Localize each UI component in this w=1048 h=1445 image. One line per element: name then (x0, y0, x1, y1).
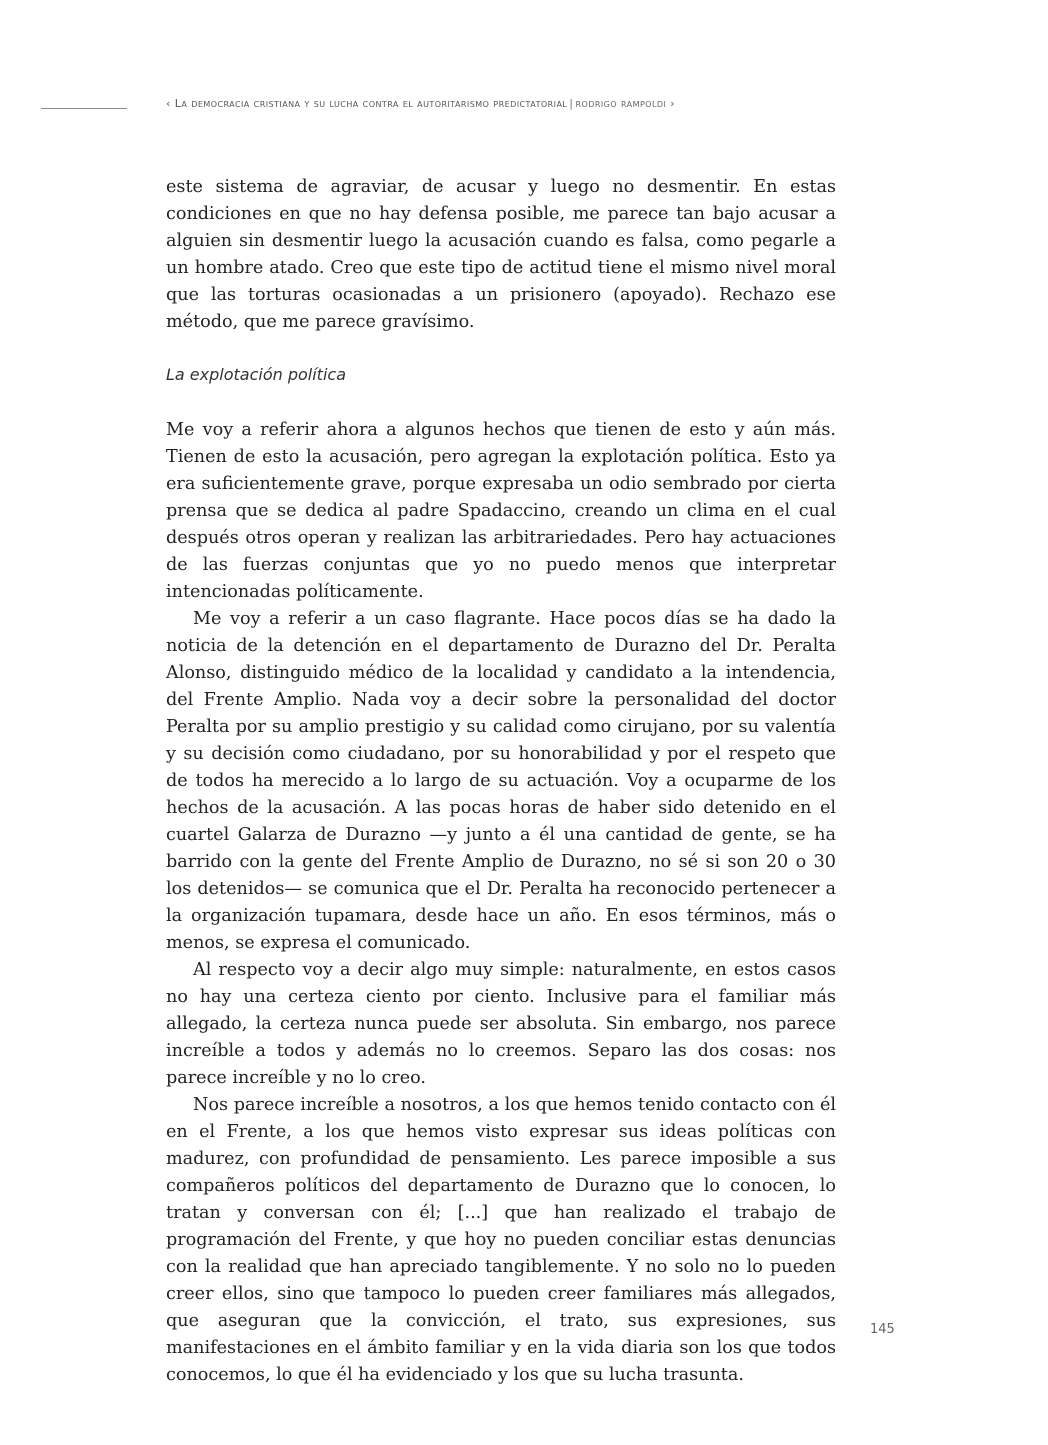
body-paragraph: Me voy a referir ahora a algunos hechos que tienen de esto y aún más. Tienen de esto la acusación, pero agregan la explotación política. Esto ya era suficientemente grave, porque expresaba un odio sembrado por cierta prensa que se dedica al padre Spadaccino, creando un clima en el cual después otros operan y realizan las arbitrariedades. Pero hay actuaciones de las fuerzas conjuntas que yo no puedo menos que interpretar intencionadas políticamente. (166, 420, 836, 602)
section-text-block (166, 417, 836, 1389)
body-paragraph: Nos parece increíble a nosotros, a los que hemos tenido contacto con él en el Frente, a los que hemos visto expresar sus ideas políticas con madurez, con profundidad de pensamiento. Les parece imposible a sus compañeros políticos del departamento de Durazno que lo conocen, lo tratan y conversan con él; [...] que han realizado el trabajo de programación del Frente, y que hoy no pueden conciliar estas denuncias con la realidad que han apreciado tangiblemente. Y no solo no lo pueden creer ellos, sino que tampoco lo pueden creer familiares más allegados, que aseguran que la convicción, el trato, sus expresiones, sus manifestaciones en el ámbito familiar y en la vida diaria son los que todos conocemos, lo que él ha evidenciado y los que su lucha trasunta. (166, 1095, 836, 1385)
opening-paragraph: este sistema de agraviar, de acusar y luego no desmentir. En estas condiciones en que no hay defensa posible, me parece tan bajo acusar a alguien sin desmentir luego la acusación cuando es falsa, como pegarle a un hombre atado. Creo que este tipo de actitud tiene el mismo nivel moral que las torturas ocasionadas a un prisionero (apoyado). Rechazo ese método, que me parece gravísimo. (166, 177, 836, 332)
running-head-author: rodrigo rampoldi › (575, 97, 676, 110)
running-head-title: ‹ La democracia cristiana y su lucha contra el autoritarismo predictatorial (166, 97, 568, 110)
running-head (166, 97, 846, 110)
opening-text-block (166, 174, 836, 336)
header-rule (41, 108, 127, 109)
section-heading: La explotación política (166, 365, 346, 384)
running-head-separator: | (569, 97, 574, 110)
page-number: 145 (870, 1322, 895, 1337)
body-paragraph: Me voy a referir a un caso flagrante. Hace pocos días se ha dado la noticia de la detención en el departamento de Durazno del Dr. Peralta Alonso, distinguido médico de la localidad y candidato a la intendencia, del Frente Amplio. Nada voy a decir sobre la personalidad del doctor Peralta por su amplio prestigio y su calidad como cirujano, por su valentía y su decisión como ciudadano, por su honorabilidad y por el respeto que de todos ha merecido a lo largo de su actuación. Voy a ocuparme de los hechos de la acusación. A las pocas horas de haber sido detenido en el cuartel Galarza de Durazno —y junto a él una cantidad de gente, se ha barrido con la gente del Frente Amplio de Durazno, no sé si son 20 o 30 los detenidos— se comunica que el Dr. Peralta ha reconocido pertenecer a la organización tupamara, desde hace un año. En esos términos, más o menos, se expresa el comunicado. (166, 609, 836, 953)
body-paragraph: Al respecto voy a decir algo muy simple: naturalmente, en estos casos no hay una certeza ciento por ciento. Inclusive para el familiar más allegado, la certeza nunca puede ser absoluta. Sin embargo, nos parece increíble a todos y además no lo creemos. Separo las dos cosas: nos parece increíble y no lo creo. (166, 960, 836, 1088)
